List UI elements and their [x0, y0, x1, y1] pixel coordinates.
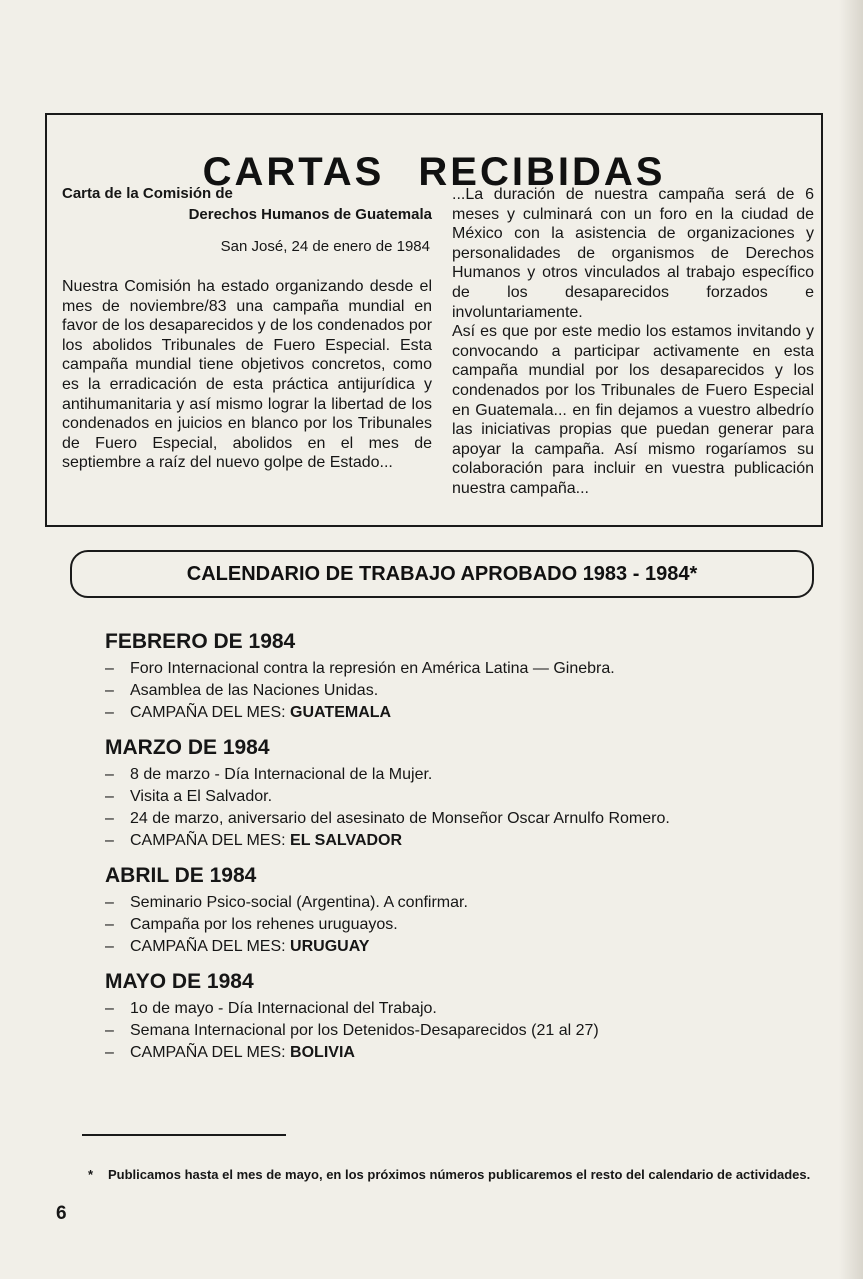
- campaign-label: CAMPAÑA DEL MES:: [130, 832, 286, 849]
- item-text: 1o de mayo - Día Internacional del Trabajo.: [130, 1000, 437, 1017]
- month-items: [105, 764, 805, 852]
- letter-sender-line1: Carta de la Comisión de: [62, 185, 233, 202]
- letter-paragraph: Así es que por este medio los estamos invitando y convocando a participar activamente en esta campaña mundial por los desaparecidos y los condenados por los Tribunales de Fuero Especial en Guatemala... en fin dejamos a vuestro albedrío las iniciativas propias que puedan generar para apoyar la campaña. Así mismo rogaríamos su colaboración para incluir en vuestra publicación nuestra campaña...: [452, 323, 814, 497]
- campaign-country: BOLIVIA: [290, 1044, 355, 1061]
- calendar-heading: CALENDARIO DE TRABAJO APROBADO 1983 - 1984*: [186, 562, 698, 585]
- list-item: – Foro Internacional contra la represión en América Latina — Ginebra.: [105, 660, 615, 677]
- item-text: Campaña por los rehenes uruguayos.: [130, 916, 398, 933]
- list-item: – 24 de marzo, aniversario del asesinato de Monseñor Oscar Arnulfo Romero.: [105, 810, 670, 827]
- item-text: 8 de marzo - Día Internacional de la Mujer.: [130, 766, 433, 783]
- list-item: – Visita a El Salvador.: [105, 788, 273, 805]
- item-text: Semana Internacional por los Detenidos-Desaparecidos (21 al 27): [130, 1022, 599, 1039]
- campaign-item: – CAMPAÑA DEL MES: BOLIVIA: [105, 1044, 355, 1061]
- letter-date: San José, 24 de enero de 1984: [220, 238, 430, 255]
- page-edge: [839, 0, 863, 1279]
- item-text: Asamblea de las Naciones Unidas.: [130, 682, 379, 699]
- campaign-country: GUATEMALA: [290, 704, 392, 721]
- letters-left-column: [62, 185, 432, 473]
- month-items: [105, 998, 805, 1064]
- calendar-month: [105, 970, 805, 1064]
- calendar-month: [105, 736, 805, 852]
- list-item: – Semana Internacional por los Detenidos-Desaparecidos (21 al 27): [105, 1022, 599, 1039]
- item-text: Foro Internacional contra la represión en América Latina — Ginebra.: [130, 660, 615, 677]
- footnote-text: Publicamos hasta el mes de mayo, en los próximos números publicaremos el resto del calendario de actividades.: [108, 1167, 811, 1182]
- month-name: ABRIL DE 1984: [105, 864, 257, 887]
- campaign-item: – CAMPAÑA DEL MES: GUATEMALA: [105, 704, 392, 721]
- campaign-item: – CAMPAÑA DEL MES: EL SALVADOR: [105, 832, 403, 849]
- letters-right-column: [452, 185, 814, 499]
- month-name: MARZO DE 1984: [105, 736, 270, 759]
- month-items: [105, 892, 805, 958]
- list-item: – Seminario Psico-social (Argentina). A confirmar.: [105, 894, 468, 911]
- list-item: – Asamblea de las Naciones Unidas.: [105, 682, 379, 699]
- letter-body-right: [452, 185, 814, 499]
- campaign-item: – CAMPAÑA DEL MES: URUGUAY: [105, 938, 370, 955]
- calendar-month: [105, 630, 805, 724]
- calendar-month: [105, 864, 805, 958]
- footnote-marker: *: [88, 1167, 94, 1182]
- letter-sender-line2: Derechos Humanos de Guatemala: [188, 206, 432, 223]
- page-number: 6: [56, 1203, 67, 1224]
- letter-paragraph: ...La duración de nuestra campaña será de 6 meses y culminará con un foro en la ciudad de México con la asistencia de organizaciones y personalidades de organismos de Derechos Humanos y otros vinculados al trabajo específico de los desaparecidos forzados e involuntariamente.: [452, 186, 814, 321]
- calendar-heading-box: [70, 550, 814, 598]
- list-item: – 1o de mayo - Día Internacional del Trabajo.: [105, 1000, 437, 1017]
- item-text: 24 de marzo, aniversario del asesinato de Monseñor Oscar Arnulfo Romero.: [130, 810, 670, 827]
- list-item: – Campaña por los rehenes uruguayos.: [105, 916, 398, 933]
- list-item: – 8 de marzo - Día Internacional de la Mujer.: [105, 766, 433, 783]
- campaign-country: URUGUAY: [290, 938, 370, 955]
- letters-box: [45, 113, 823, 527]
- item-text: Seminario Psico-social (Argentina). A confirmar.: [130, 894, 468, 911]
- campaign-label: CAMPAÑA DEL MES:: [130, 704, 286, 721]
- campaign-country: EL SALVADOR: [290, 832, 403, 849]
- campaign-label: CAMPAÑA DEL MES:: [130, 938, 286, 955]
- calendar-list: [105, 630, 805, 1076]
- letters-title: CARTAS RECIBIDAS: [202, 149, 666, 194]
- item-text: Visita a El Salvador.: [130, 788, 273, 805]
- letter-paragraph: Nuestra Comisión ha estado organizando desde el mes de noviembre/83 una campaña mundial en favor de los desaparecidos y de los condenados por los abolidos Tribunales de Fuero Especial. Esta campaña mundial tiene objetivos concretos, como es la erradicación de esta práctica antijurídica y antihumanitaria y así mismo lograr la libertad de los condenados en juicios en blanco por los Tribunales de Fuero Especial, abolidos en el mes de septiembre a raíz del nuevo golpe de Estado...: [62, 278, 433, 472]
- campaign-label: CAMPAÑA DEL MES:: [130, 1044, 286, 1061]
- month-name: FEBRERO DE 1984: [105, 630, 296, 653]
- letter-body-left: [62, 277, 432, 473]
- month-items: [105, 658, 805, 724]
- footnote: [88, 1165, 813, 1184]
- footnote-divider: [82, 1134, 286, 1136]
- month-name: MAYO DE 1984: [105, 970, 254, 993]
